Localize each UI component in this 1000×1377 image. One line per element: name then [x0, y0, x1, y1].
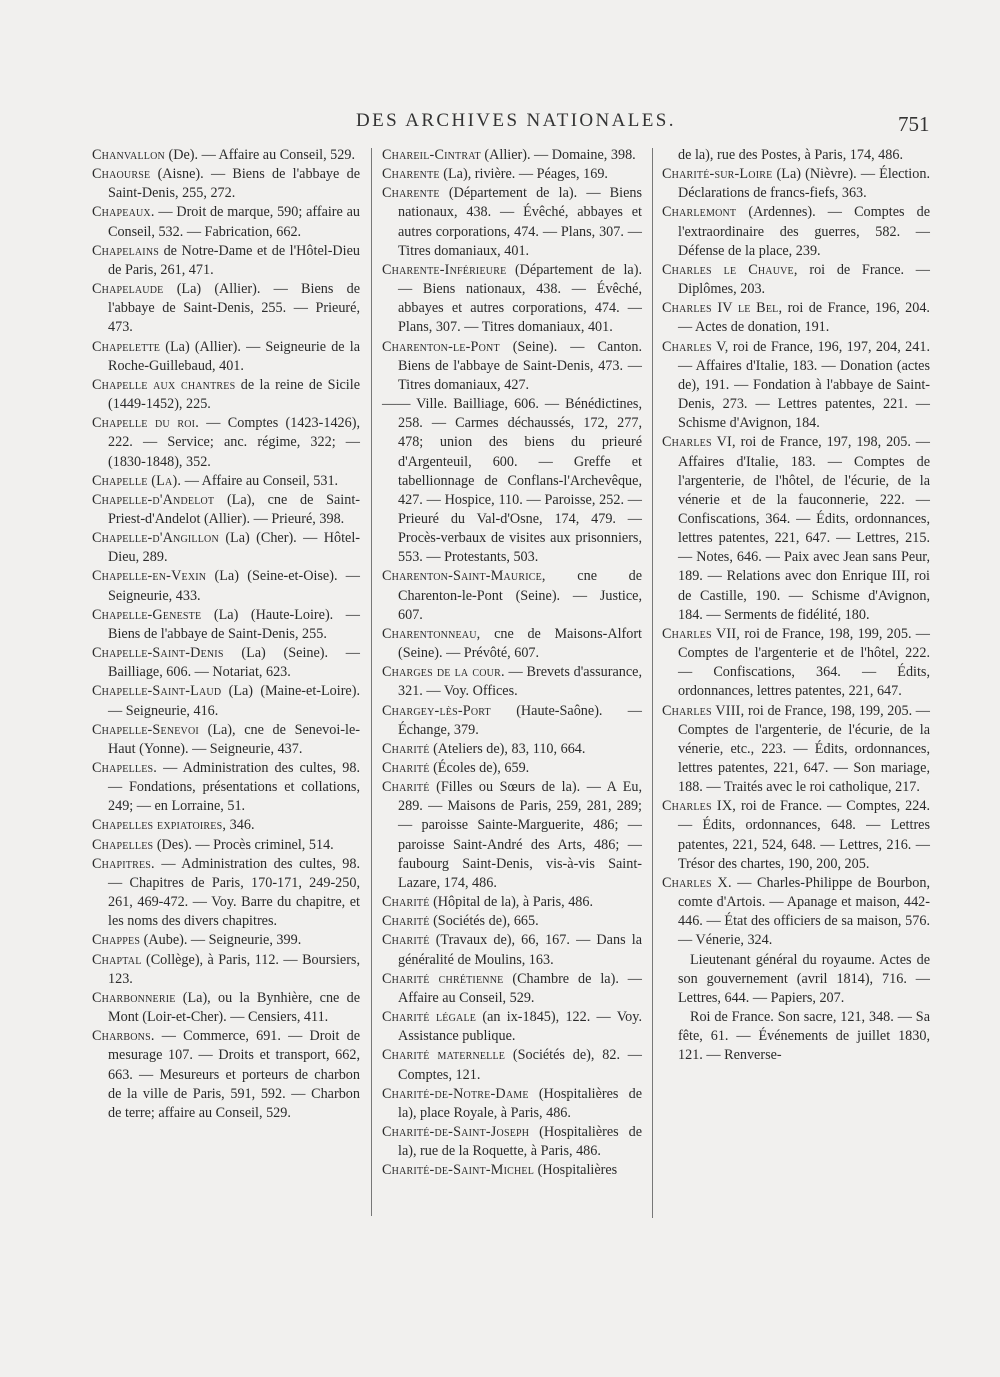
- entry-heading: Charité légale: [382, 1009, 477, 1026]
- entry-text: (De). — Affaire au Conseil, 529.: [164, 147, 355, 163]
- entry-heading: Chareil-Cintrat: [382, 147, 481, 163]
- entry-heading: Charente: [382, 185, 440, 202]
- index-entry: [92, 989, 360, 1027]
- entry-text: (Sociétés de), 82. — Comptes, 121.: [398, 1047, 642, 1083]
- entry-heading: Charité: [382, 760, 430, 776]
- entry-text: (Ardennes). — Comptes de l'extraordinaire des guerres, 582. — Défense de la place, 239.: [678, 204, 930, 259]
- entry-heading: Chapelle-en-Vexin: [92, 568, 207, 585]
- entry-text: (La) (Cher). — Hôtel-Dieu, 289.: [108, 530, 360, 566]
- index-entry: [382, 625, 642, 663]
- entry-text: (Aube). — Seigneurie, 399.: [140, 932, 302, 949]
- entry-text: roi de France. — Comptes, 224. — Édits, ordonnances, 648. — Lettres patentes, 221, 524, 648. — Lettres, 216. — Trésor des chartes, 190, 200, 205.: [678, 798, 931, 872]
- index-entry: [662, 338, 930, 434]
- index-entry: [92, 165, 360, 203]
- entry-text: (Sociétés de), 665.: [429, 913, 539, 930]
- entry-text: (an ix-1845), 122. — Voy. Assistance publique.: [398, 1009, 642, 1045]
- entry-heading: Charenton-le-Pont: [382, 338, 500, 355]
- index-entry: [92, 836, 360, 855]
- entry-heading: Charles VI,: [662, 434, 736, 451]
- index-entry: [92, 567, 360, 605]
- index-entry: [92, 280, 360, 337]
- entry-heading: Charité: [382, 779, 430, 796]
- index-entry: [92, 376, 360, 414]
- entry-text: —— Ville. Bailliage, 606. — Bénédictines, 258. — Carmes déchaussés, 172, 277, 478; union des biens du prieuré d'Argenteuil, 600. — Greffe et tabellionnage de Conflans-l'Archevêque, 427. — Hospice, 110. — Paroisse, 252. — Prieuré du Val-d'Osne, 174, 479. — Procès-verbaux de visites aux prisonniers, 553. — Protestants, 503.: [382, 396, 642, 566]
- index-entry: [662, 874, 930, 951]
- entry-heading: Chapelle-d'Angillon: [92, 530, 219, 547]
- index-column-1: [92, 146, 360, 1123]
- entry-text: roi de France. — Diplômes, 203.: [678, 261, 930, 298]
- entry-text: (Aisne). — Biens de l'abbaye de Saint-Denis, 255, 272.: [108, 166, 360, 202]
- entry-text: — Administration des cultes, 98. — Fondations, présentations et collations, 249; — en Lorraine, 51.: [108, 760, 360, 815]
- entry-text: (Hospitalières de la), rue de la Roquette, à Paris, 486.: [398, 1123, 642, 1160]
- index-entry: [92, 759, 360, 816]
- index-entry: [662, 797, 930, 874]
- entry-heading: Chapelle du roi.: [92, 415, 199, 432]
- entry-text: (La) (Maine-et-Loire). — Seigneurie, 416.: [108, 683, 360, 719]
- entry-text: (Département de la). — Biens nationaux, 438. — Évêché, abbayes et autres corporations, 474. — Plans, 307. — Titres domaniaux, 401.: [398, 261, 642, 336]
- entry-text: (Département de la). — Biens nationaux, 438. — Évêché, abbayes et autres corporations, 474. — Plans, 307. — Titres domaniaux, 401.: [398, 185, 642, 259]
- entry-heading: Chapelles.: [92, 760, 158, 776]
- entry-text: (Seine). — Canton. Biens de l'abbaye de Saint-Denis, 473. — Titres domaniaux, 427.: [398, 338, 642, 393]
- index-column-2: [382, 146, 642, 1180]
- entry-text: (Filles ou Sœurs de la). — A Eu, 289. — Maisons de Paris, 259, 281, 289; — paroisse Sainte-Marguerite, 486; — paroisse Saint-André des Arts, 486; — faubourg Saint-Denis, vis-à-vis Saint-Lazare, 174, 486.: [398, 779, 642, 891]
- index-entry: [92, 606, 360, 644]
- entry-text: (La) (Seine). — Bailliage, 606. — Notariat, 623.: [108, 645, 360, 681]
- entry-heading: Charité: [382, 913, 430, 930]
- entry-heading: Charles VIII,: [662, 702, 745, 719]
- index-entry: [382, 1046, 642, 1084]
- entry-heading: Chapelette: [92, 338, 161, 355]
- entry-text: (La), cne de Senevoi-le-Haut (Yonne). — Seigneurie, 437.: [108, 721, 360, 757]
- index-entry: [662, 951, 930, 1008]
- entry-text: (La) (Seine-et-Oise). — Seigneurie, 433.: [108, 568, 360, 604]
- entry-heading: Chanvallon: [92, 147, 165, 163]
- entry-text: (La) (Allier). — Biens de l'abbaye de Saint-Denis, 255. — Prieuré, 473.: [108, 281, 360, 336]
- index-entry: [92, 146, 360, 165]
- index-entry: [92, 414, 360, 471]
- entry-heading: Chaptal: [92, 951, 142, 968]
- entry-heading: Charles VII,: [662, 625, 741, 642]
- index-entry: [382, 146, 642, 165]
- entry-heading: Charité: [382, 932, 430, 949]
- entry-heading: Chapelle-d'Andelot: [92, 491, 215, 508]
- entry-heading: Charité maternelle: [382, 1047, 506, 1064]
- entry-text: (Chambre de la). — Affaire au Conseil, 529.: [398, 970, 642, 1006]
- index-entry: [92, 203, 360, 241]
- entry-text: (Travaux de), 66, 167. — Dans la généralité de Moulins, 163.: [398, 932, 642, 968]
- entry-heading: Chapelle-Saint-Laud: [92, 683, 222, 700]
- index-entry: [382, 338, 642, 395]
- entry-text: (La) (Haute-Loire). — Biens de l'abbaye de Saint-Denis, 255.: [108, 606, 360, 642]
- entry-text: — Brevets d'assurance, 321. — Voy. Offices.: [398, 664, 642, 700]
- entry-text: 346.: [226, 817, 255, 834]
- entry-heading: Charité: [382, 740, 430, 757]
- index-entry: [382, 931, 642, 969]
- index-entry: [92, 1027, 360, 1123]
- entry-heading: Charbonnerie: [92, 989, 176, 1006]
- index-entry: [662, 702, 930, 798]
- index-entry: [92, 682, 360, 720]
- entry-heading: Chapelle-Saint-Denis: [92, 645, 224, 662]
- entry-text: — Administration des cultes, 98. — Chapitres de Paris, 170-171, 249-250, 261, 469-472. — Voy. Barre du chapitre, et les noms des divers chapitres.: [108, 855, 360, 930]
- entry-heading: Chargey-lès-Port: [382, 702, 491, 719]
- index-entry: [382, 702, 642, 740]
- index-entry: [382, 1161, 642, 1180]
- entry-text: (Hospitalières: [534, 1162, 618, 1179]
- index-entry: [382, 184, 642, 261]
- index-entry: [382, 395, 642, 567]
- index-entry: [382, 740, 642, 759]
- entry-text: roi de France, 198, 199, 205. — Comptes de l'argenterie et de l'hôtel, 222. — Confiscations, 364. — Édits, ordonnances, lettres patentes, 221, 647.: [678, 625, 930, 700]
- entry-text: (Hospitalières de la), place Royale, à Paris, 486.: [398, 1085, 642, 1121]
- entry-heading: Charente: [382, 166, 440, 183]
- entry-heading: Charente-Inférieure: [382, 261, 507, 278]
- entry-heading: Chaourse: [92, 166, 151, 183]
- index-entry: [382, 261, 642, 338]
- index-entry: [662, 261, 930, 299]
- column-divider: [652, 148, 653, 1218]
- entry-text: Roi de France. Son sacre, 121, 348. — Sa fête, 61. — Événements de juillet 1830, 121. — Renverse-: [678, 1009, 930, 1064]
- index-entry: [662, 1008, 930, 1065]
- entry-text: — Comptes (1423-1426), 222. — Service; anc. régime, 322; — (1830-1848), 352.: [108, 415, 360, 470]
- index-entry: [92, 472, 360, 491]
- entry-text: Lieutenant général du royaume. Actes de son gouvernement (avril 1814), 716. — Lettres, 644. — Papiers, 207.: [678, 951, 930, 1006]
- entry-text: (La), cne de Saint-Priest-d'Andelot (Allier). — Prieuré, 398.: [108, 491, 360, 527]
- index-entry: [92, 816, 360, 835]
- index-entry: [662, 203, 930, 260]
- entry-heading: Charité chrétienne: [382, 970, 504, 987]
- entry-heading: Charles V,: [662, 338, 729, 355]
- entry-text: (La) (Nièvre). — Élection. Déclarations de francs-fiefs, 363.: [678, 166, 930, 202]
- entry-text: (Des). — Procès criminel, 514.: [153, 836, 334, 853]
- entry-text: roi de France, 197, 198, 205. — Affaires d'Italie, 183. — Comptes de l'argenterie, de l'hôtel, de l'écurie, de la vénerie et de la fauconnerie, 222. — Confiscations, 364. — Édits, ordonnances, lettres patentes, 221, 647. — Lettres, 215. — Notes, 646. — Paix avec Jean sans Peur, 189. — Relations avec don Enrique III, roi de Castille, 190. — Schisme d'Avignon, 184. — Serments de fidélité, 180.: [678, 434, 930, 623]
- entry-text: (La), ou la Bynhière, cne de Mont (Loir-et-Cher). — Censiers, 411.: [108, 989, 360, 1026]
- entry-heading: Chapelles: [92, 836, 154, 853]
- entry-heading: Charles IX,: [662, 798, 737, 815]
- index-entry: [382, 893, 642, 912]
- entry-text: cne de Maisons-Alfort (Seine). — Prévôté, 607.: [398, 625, 642, 662]
- entry-heading: Chapelle-Senevoi: [92, 721, 199, 738]
- entry-text: (Haute-Saône). — Échange, 379.: [398, 702, 642, 738]
- index-entry: [92, 931, 360, 950]
- entry-text: — Droit de marque, 590; affaire au Conseil, 532. — Fabrication, 662.: [108, 204, 360, 240]
- index-entry: [382, 663, 642, 701]
- entry-text: cne de Charenton-le-Pont (Seine). — Justice, 607.: [398, 568, 642, 623]
- entry-text: de la), rue des Postes, à Paris, 174, 486.: [678, 147, 903, 163]
- entry-heading: Charles le Chauve,: [662, 261, 798, 278]
- entry-heading: Charité-sur-Loire: [662, 166, 773, 183]
- index-entry: [92, 721, 360, 759]
- entry-heading: Charbons.: [92, 1028, 155, 1045]
- index-entry: [92, 242, 360, 280]
- index-entry: [662, 625, 930, 702]
- index-entry: [92, 338, 360, 376]
- page-number: 751: [898, 112, 930, 136]
- index-entry: [662, 165, 930, 203]
- entry-heading: Chapelles expiatoires,: [92, 817, 227, 834]
- entry-text: roi de France, 196, 197, 204, 241. — Affaires d'Italie, 183. — Donation (actes de), 191. — Fondation à l'abbaye de Saint-Denis, 273. — Lettres patentes, 221. — Schisme d'Avignon, 184.: [678, 338, 930, 432]
- entry-heading: Chapitres.: [92, 855, 155, 872]
- entry-text: — Affaire au Conseil, 531.: [181, 472, 339, 489]
- entry-heading: Charité-de-Saint-Michel: [382, 1162, 535, 1179]
- entry-text: roi de France, 198, 199, 205. — Comptes de l'argenterie, de l'écurie, de la vénerie, etc., 223. — Édits, ordonnances, lettres patentes, 221, 647. — Son mariage, 188. — Traités avec le roi catholique, 217.: [678, 702, 930, 796]
- index-entry: [92, 491, 360, 529]
- index-entry: [662, 299, 930, 337]
- running-title: DES ARCHIVES NATIONALES.: [356, 110, 676, 131]
- entry-text: (La) (Allier). — Seigneurie de la Roche-Guillebaud, 401.: [108, 338, 360, 374]
- entry-heading: Charlemont: [662, 204, 737, 221]
- entry-heading: Charité-de-Notre-Dame: [382, 1085, 529, 1102]
- entry-text: roi de France, 196, 204. — Actes de donation, 191.: [678, 300, 930, 336]
- entry-heading: Charentonneau,: [382, 625, 481, 642]
- entry-text: (Ateliers de), 83, 110, 664.: [429, 740, 586, 757]
- entry-text: (Collège), à Paris, 112. — Boursiers, 123.: [108, 951, 360, 987]
- entry-text: — Charles-Philippe de Bourbon, comte d'Artois. — Apanage et maison, 442-446. — État des officiers de sa maison, 576. — Vénerie, 324.: [678, 874, 931, 949]
- index-entry: [662, 146, 930, 165]
- entry-heading: Chappes: [92, 932, 141, 949]
- index-entry: [92, 529, 360, 567]
- index-entry: [382, 778, 642, 893]
- index-entry: [92, 644, 360, 682]
- entry-text: (Hôpital de la), à Paris, 486.: [429, 894, 594, 911]
- index-entry: [382, 165, 642, 184]
- index-entry: [382, 567, 642, 624]
- entry-heading: Charenton-Saint-Maurice,: [382, 568, 546, 585]
- entry-heading: Chapelle-Geneste: [92, 606, 202, 623]
- index-entry: [382, 970, 642, 1008]
- entry-heading: Chapelains: [92, 242, 160, 259]
- column-divider: [371, 148, 372, 1216]
- page-header: [0, 106, 1000, 140]
- index-entry: [382, 759, 642, 778]
- index-entry: [382, 1123, 642, 1161]
- entry-text: (Écoles de), 659.: [429, 760, 530, 776]
- entry-text: — Commerce, 691. — Droit de mesurage 107. — Droits et transport, 662, 663. — Mesureurs et porteurs de charbon de la ville de Paris, 591, 592. — Charbon de terre; affaire au Conseil, 529.: [108, 1028, 360, 1121]
- entry-heading: Chapelle (La).: [92, 472, 182, 489]
- entry-heading: Charité-de-Saint-Joseph: [382, 1123, 530, 1140]
- index-entry: [92, 855, 360, 932]
- entry-heading: Charles IV le Bel,: [662, 300, 783, 317]
- entry-heading: Charges de la cour.: [382, 664, 505, 681]
- index-entry: [662, 433, 930, 625]
- entry-text: (La), rivière. — Péages, 169.: [439, 166, 608, 183]
- entry-heading: Charles X.: [662, 874, 732, 891]
- entry-heading: Chapeaux.: [92, 204, 155, 221]
- index-column-3: [662, 146, 930, 1066]
- index-entry: [382, 1085, 642, 1123]
- entry-heading: Charité: [382, 894, 430, 911]
- index-entry: [92, 951, 360, 989]
- index-entry: [382, 912, 642, 931]
- entry-text: de la reine de Sicile (1449-1452), 225.: [108, 376, 360, 413]
- entry-text: (Allier). — Domaine, 398.: [480, 147, 636, 163]
- entry-heading: Chapelaude: [92, 281, 164, 298]
- entry-text: de Notre-Dame et de l'Hôtel-Dieu de Paris, 261, 471.: [108, 242, 360, 278]
- index-entry: [382, 1008, 642, 1046]
- entry-heading: Chapelle aux chantres: [92, 376, 236, 393]
